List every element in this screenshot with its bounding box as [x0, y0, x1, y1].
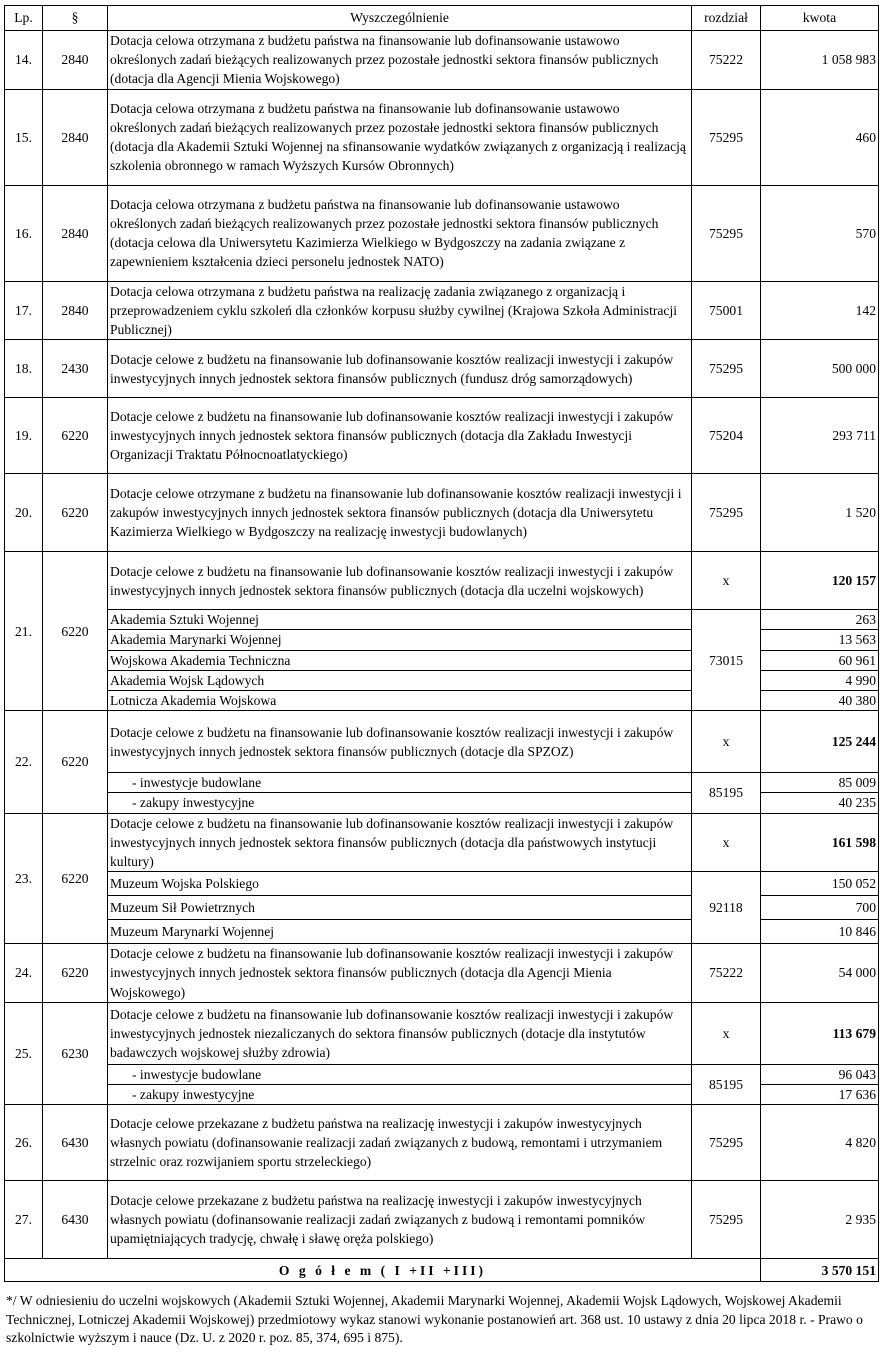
- row-amount: 1 520: [761, 474, 879, 552]
- sub-label: - zakupy inwestycyjne: [108, 793, 692, 813]
- row-description: Dotacje celowe z budżetu na finansowanie lub dofinansowanie kosztów realizacji inwestycji i zakupów inwestycyjnych jednostek niezaliczanych do sektora finansów publicznych (dotacje dla instytutów badawczych wojskowej służby zdrowia): [108, 1002, 692, 1064]
- row-lp: 25.: [5, 1002, 43, 1104]
- row-description: Dotacje celowe z budżetu na finansowanie lub dofinansowanie kosztów realizacji inwestycji i zakupów inwestycyjnych innych jednostek sektora finansów publicznych (dotacja dla Agencji Mienia Wojskowego): [108, 944, 692, 1003]
- sub-amount: 40 235: [761, 793, 879, 813]
- row-lp: 18.: [5, 340, 43, 398]
- row-paragraph: 2430: [43, 340, 108, 398]
- row-description: Dotacje celowe z budżetu na finansowanie lub dofinansowanie kosztów realizacji inwestycji i zakupów inwestycyjnych innych jednostek sektora finansów publicznych (dotacja dla uczelni wojskowych): [108, 552, 692, 610]
- table-row: [5, 813, 879, 872]
- sub-amount: 96 043: [761, 1064, 879, 1084]
- row-paragraph: 6220: [43, 398, 108, 474]
- row-amount: 500 000: [761, 340, 879, 398]
- sub-label: Muzeum Wojska Polskiego: [108, 872, 692, 896]
- table-header: [5, 6, 879, 31]
- sub-row: [5, 610, 879, 630]
- table-row: [5, 552, 879, 610]
- row-paragraph: 2840: [43, 31, 108, 90]
- sub-label: - zakupy inwestycyjne: [108, 1085, 692, 1105]
- row-chapter: 75222: [692, 31, 761, 90]
- row-amount: 293 711: [761, 398, 879, 474]
- row-lp: 26.: [5, 1105, 43, 1181]
- row-chapter: 75295: [692, 474, 761, 552]
- row-amount: 120 157: [761, 552, 879, 610]
- row-paragraph: 6230: [43, 1002, 108, 1104]
- row-chapter: 75295: [692, 89, 761, 185]
- sub-label: Akademia Sztuki Wojennej: [108, 610, 692, 630]
- row-chapter: 75295: [692, 1181, 761, 1259]
- row-lp: 16.: [5, 185, 43, 281]
- sub-row: [5, 872, 879, 896]
- sub-amount: 13 563: [761, 630, 879, 650]
- sub-label: Akademia Wojsk Lądowych: [108, 670, 692, 690]
- row-description: Dotacja celowa otrzymana z budżetu państwa na finansowanie lub dofinansowanie ustawowo określonych zadań bieżących realizowanych przez pozostałe jednostki sektora finansów publicznych (dotacja dla Agencji Mienia Wojskowego): [108, 31, 692, 90]
- total-amount: 3 570 151: [761, 1259, 879, 1282]
- sub-chapter: 85195: [692, 1064, 761, 1104]
- row-description: Dotacja celowa otrzymana z budżetu państwa na finansowanie lub dofinansowanie ustawowo określonych zadań bieżących realizowanych przez pozostałe jednostki sektora finansów publicznych (dotacja celowa dla Uniwersytetu Kazimierza Wielkiego w Bydgoszczy na zadania związane z zapewnieniem kształcenia dzieci personelu jednostek NATO): [108, 185, 692, 281]
- total-label: O g ó ł e m ( I +II +III): [5, 1259, 761, 1282]
- header-description: Wyszczególnienie: [108, 6, 692, 31]
- row-chapter: x: [692, 813, 761, 872]
- header-amount: kwota: [761, 6, 879, 31]
- row-amount: 460: [761, 89, 879, 185]
- row-amount: 142: [761, 281, 879, 340]
- row-chapter: 75222: [692, 944, 761, 1003]
- sub-label: Lotnicza Akademia Wojskowa: [108, 691, 692, 711]
- row-paragraph: 2840: [43, 89, 108, 185]
- row-paragraph: 6220: [43, 813, 108, 944]
- row-paragraph: 6220: [43, 944, 108, 1003]
- sub-chapter: 73015: [692, 610, 761, 711]
- row-chapter: x: [692, 552, 761, 610]
- row-lp: 27.: [5, 1181, 43, 1259]
- row-amount: 161 598: [761, 813, 879, 872]
- row-chapter: 75295: [692, 185, 761, 281]
- row-lp: 15.: [5, 89, 43, 185]
- table-row: [5, 474, 879, 552]
- sub-label: Muzeum Sił Powietrznych: [108, 896, 692, 920]
- row-description: Dotacja celowa otrzymana z budżetu państwa na finansowanie lub dofinansowanie ustawowo określonych zadań bieżących realizowanych przez pozostałe jednostki sektora finansów publicznych (dotacja dla Akademii Sztuki Wojennej na sfinansowanie wydatków związanych z organizacją i realizacją szkolenia obronnego w ramach Wyższych Kursów Obronnych): [108, 89, 692, 185]
- row-description: Dotacje celowe z budżetu na finansowanie lub dofinansowanie kosztów realizacji inwestycji i zakupów inwestycyjnych innych jednostek sektora finansów publicznych (fundusz dróg samorządowych): [108, 340, 692, 398]
- sub-amount: 85 009: [761, 773, 879, 793]
- row-description: Dotacje celowe przekazane z budżetu państwa na realizację inwestycji i zakupów inwestycyjnych własnych powiatu (dofinansowanie realizacji zadań związanych z budową i remontami pomników upamiętniających tradycję, chwałę i sławę oręża polskiego): [108, 1181, 692, 1259]
- table-row: [5, 89, 879, 185]
- row-paragraph: 6430: [43, 1181, 108, 1259]
- row-paragraph: 6220: [43, 474, 108, 552]
- sub-amount: 150 052: [761, 872, 879, 896]
- sub-chapter: 92118: [692, 872, 761, 944]
- table-row: [5, 1002, 879, 1064]
- sub-chapter: 85195: [692, 773, 761, 813]
- row-description: Dotacje celowe z budżetu na finansowanie lub dofinansowanie kosztów realizacji inwestycji i zakupów inwestycyjnych innych jednostek sektora finansów publicznych (dotacja dla państwowych instytucji kultury): [108, 813, 692, 872]
- row-amount: 4 820: [761, 1105, 879, 1181]
- sub-amount: 700: [761, 896, 879, 920]
- row-amount: 125 244: [761, 711, 879, 773]
- footnote: */ W odniesieniu do uczelni wojskowych (Akademii Sztuki Wojennej, Akademii Marynarki Wojennej, Akademii Wojsk Lądowych, Wojskowej Akademii Technicznej, Lotniczej Akademii Wojskowej) przedmiotowy wykaz stanowi wykonanie postanowień art. 368 ust. 10 ustawy z dnia 20 lipca 2018 r. - Prawo o szkolnictwie wyższym i nauce (Dz. U. z 2020 r. poz. 85, 374, 695 i 875).: [6, 1293, 863, 1346]
- row-description: Dotacje celowe z budżetu na finansowanie lub dofinansowanie kosztów realizacji inwestycji i zakupów inwestycyjnych innych jednostek sektora finansów publicznych (dotacje dla SPZOZ): [108, 711, 692, 773]
- row-amount: 2 935: [761, 1181, 879, 1259]
- row-lp: 22.: [5, 711, 43, 813]
- row-chapter: x: [692, 711, 761, 773]
- header-chapter: rozdział: [692, 6, 761, 31]
- table-row: [5, 398, 879, 474]
- header-paragraph: §: [43, 6, 108, 31]
- row-chapter: x: [692, 1002, 761, 1064]
- row-description: Dotacje celowe przekazane z budżetu państwa na realizację inwestycji i zakupów inwestycyjnych własnych powiatu (dofinansowanie realizacji zadań związanych z budową, remontami i utrzymaniem strzelnic oraz rozwijaniem sportu strzeleckiego): [108, 1105, 692, 1181]
- row-amount: 54 000: [761, 944, 879, 1003]
- sub-row: [5, 773, 879, 793]
- table-row: [5, 31, 879, 90]
- table-row: [5, 944, 879, 1003]
- sub-amount: 40 380: [761, 691, 879, 711]
- sub-amount: 10 846: [761, 920, 879, 944]
- sub-row: [5, 1064, 879, 1084]
- row-chapter: 75295: [692, 1105, 761, 1181]
- row-chapter: 75204: [692, 398, 761, 474]
- sub-amount: 60 961: [761, 650, 879, 670]
- sub-label: - inwestycje budowlane: [108, 1064, 692, 1084]
- row-lp: 20.: [5, 474, 43, 552]
- total-row: [5, 1259, 879, 1282]
- row-amount: 113 679: [761, 1002, 879, 1064]
- row-paragraph: 6220: [43, 552, 108, 711]
- row-chapter: 75295: [692, 340, 761, 398]
- row-lp: 17.: [5, 281, 43, 340]
- row-description: Dotacje celowe otrzymane z budżetu na finansowanie lub dofinansowanie kosztów realizacji inwestycji i zakupów inwestycyjnych innych jednostek sektora finansów publicznych (dotacja dla Uniwersytetu Kazimierza Wielkiego w Bydgoszczy na realizację inwestycji budowlanych): [108, 474, 692, 552]
- header-lp: Lp.: [5, 6, 43, 31]
- sub-label: Akademia Marynarki Wojennej: [108, 630, 692, 650]
- row-paragraph: 2840: [43, 185, 108, 281]
- row-description: Dotacja celowa otrzymana z budżetu państwa na realizację zadania związanego z organizacją i przeprowadzeniem cyklu szkoleń dla członków korpusu służby cywilnej (Krajowa Szkoła Administracji Publicznej): [108, 281, 692, 340]
- table-row: [5, 340, 879, 398]
- sub-label: - inwestycje budowlane: [108, 773, 692, 793]
- row-paragraph: 6220: [43, 711, 108, 813]
- row-lp: 21.: [5, 552, 43, 711]
- row-paragraph: 2840: [43, 281, 108, 340]
- sub-label: Wojskowa Akademia Techniczna: [108, 650, 692, 670]
- table-row: [5, 281, 879, 340]
- row-paragraph: 6430: [43, 1105, 108, 1181]
- table-row: [5, 1181, 879, 1259]
- sub-amount: 4 990: [761, 670, 879, 690]
- sub-label: Muzeum Marynarki Wojennej: [108, 920, 692, 944]
- table-row: [5, 711, 879, 773]
- row-lp: 14.: [5, 31, 43, 90]
- row-description: Dotacje celowe z budżetu na finansowanie lub dofinansowanie kosztów realizacji inwestycji i zakupów inwestycyjnych innych jednostek sektora finansów publicznych (dotacja dla Zakładu Inwestycji Organizacji Traktatu Północnoatlatyckiego): [108, 398, 692, 474]
- table-row: [5, 1105, 879, 1181]
- row-lp: 19.: [5, 398, 43, 474]
- row-chapter: 75001: [692, 281, 761, 340]
- sub-amount: 17 636: [761, 1085, 879, 1105]
- row-lp: 23.: [5, 813, 43, 944]
- row-amount: 570: [761, 185, 879, 281]
- row-amount: 1 058 983: [761, 31, 879, 90]
- sub-amount: 263: [761, 610, 879, 630]
- budget-table: [4, 5, 879, 1282]
- table-row: [5, 185, 879, 281]
- row-lp: 24.: [5, 944, 43, 1003]
